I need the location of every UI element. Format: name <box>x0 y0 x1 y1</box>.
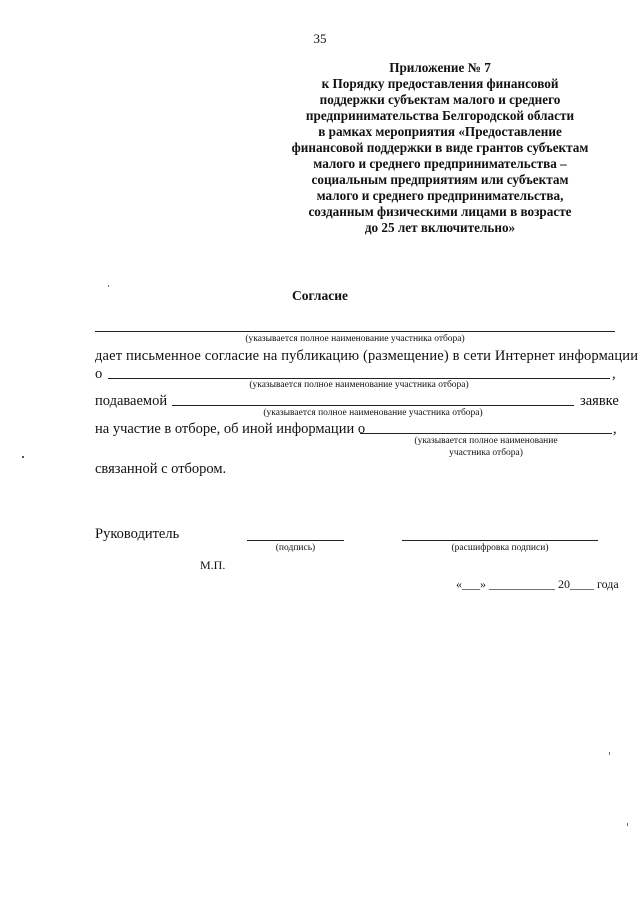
appendix-line: финансовой поддержки в виде грантов субъектам <box>291 140 589 155</box>
appendix-line: предпринимательства Белгородской области <box>305 108 575 123</box>
appendix-header <box>270 60 610 236</box>
appendix-line: созданным физическими лицами в возрасте <box>308 204 572 219</box>
participant-name-field-3[interactable] <box>172 405 574 406</box>
participant-name-field-4[interactable] <box>360 433 612 434</box>
scan-speck <box>627 823 628 826</box>
about-prefix: о <box>95 366 103 382</box>
consent-text: дает письменное согласие на публикацию (размещение) в сети Интернет информации <box>95 348 639 364</box>
signature-field[interactable] <box>247 540 344 541</box>
decode-caption: (расшифровка подписи) <box>451 543 549 553</box>
comma-mark: , <box>613 421 617 437</box>
date-field[interactable]: «___» ___________ 20____ года <box>456 577 619 591</box>
other-info-prefix: на участие в отборе, об иной информации о <box>95 421 366 437</box>
page-number: 35 <box>313 31 327 46</box>
scan-speck <box>22 456 24 458</box>
field-caption: участника отбора) <box>449 448 523 458</box>
appendix-line: поддержки субъектам малого и среднего <box>319 92 561 107</box>
signature-caption: (подпись) <box>275 543 316 553</box>
participant-name-field-2[interactable] <box>108 378 610 379</box>
stamp-label: М.П. <box>200 558 226 572</box>
appendix-line: к Порядку предоставления финансовой <box>321 76 559 91</box>
appendix-line: в рамках мероприятия «Предоставление <box>318 124 562 139</box>
participant-name-field[interactable] <box>95 331 615 332</box>
application-word: заявке <box>580 393 619 409</box>
appendix-line: малого и среднего предпринимательства, <box>316 188 564 203</box>
appendix-line: до 25 лет включительно» <box>364 220 516 235</box>
field-caption: (указывается полное наименование <box>414 436 558 446</box>
field-caption: (указывается полное наименование участника отбора) <box>245 334 465 344</box>
comma-mark: , <box>612 366 616 382</box>
scan-speck <box>108 285 109 287</box>
appendix-line: социальным предприятиям или субъектам <box>311 172 569 187</box>
signature-decode-field[interactable] <box>402 540 598 541</box>
appendix-line: малого и среднего предпринимательства – <box>313 156 567 171</box>
submitted-prefix: подаваемой <box>95 393 168 409</box>
related-text: связанной с отбором. <box>95 461 227 477</box>
document-title: Согласие <box>291 288 349 303</box>
field-caption: (указывается полное наименование участника отбора) <box>249 380 469 390</box>
scan-speck <box>609 752 610 755</box>
head-label: Руководитель <box>95 526 180 542</box>
field-caption: (указывается полное наименование участника отбора) <box>263 408 483 418</box>
appendix-line: Приложение № 7 <box>389 60 491 75</box>
